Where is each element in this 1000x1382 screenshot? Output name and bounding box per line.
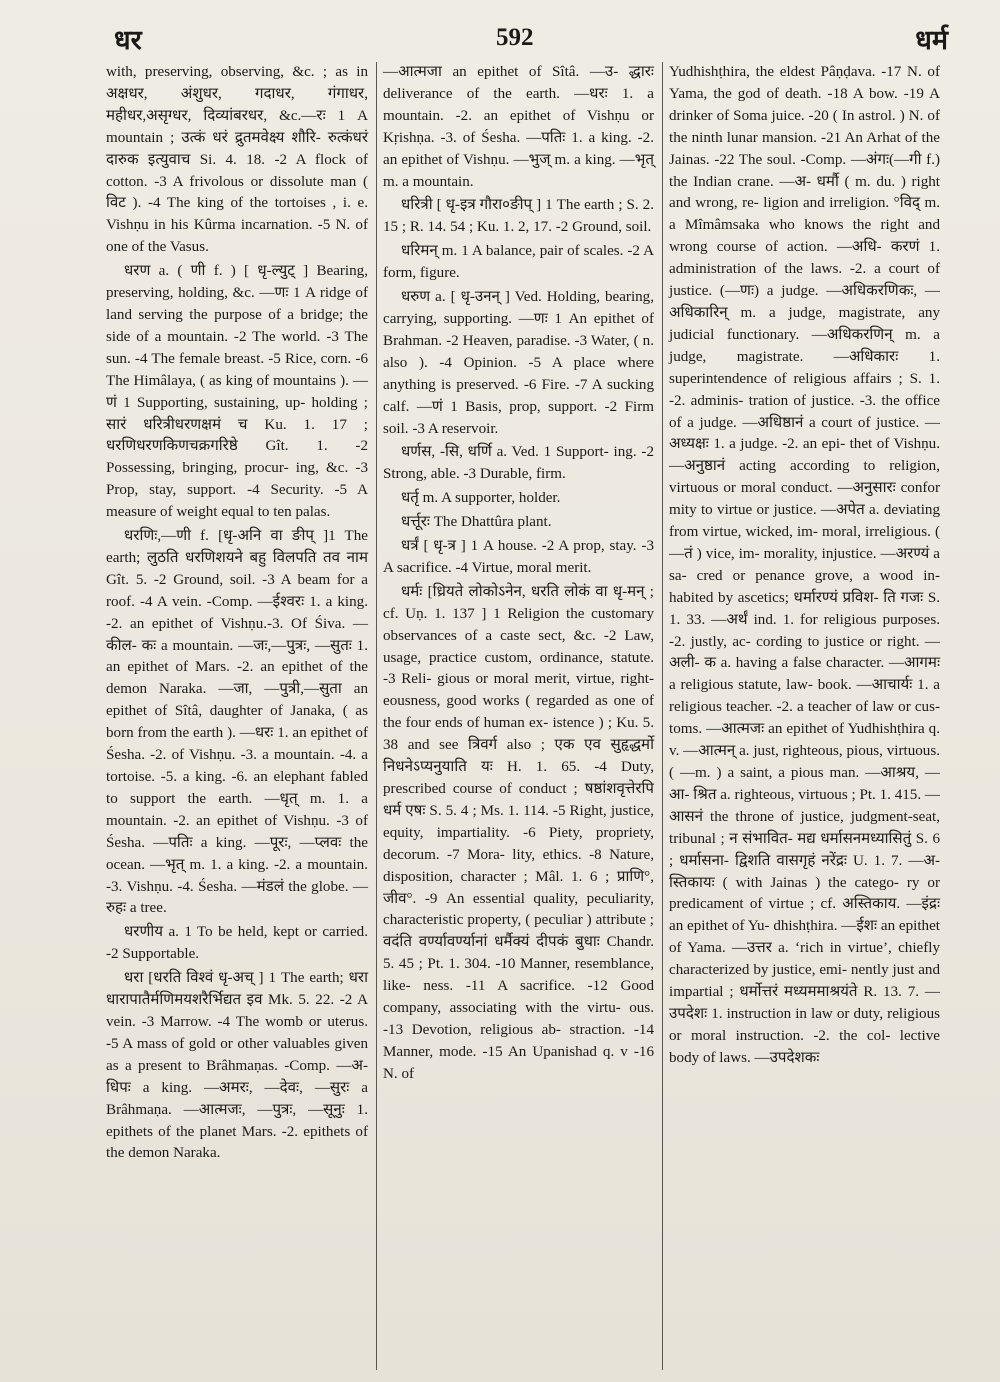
running-head (100, 14, 948, 62)
entry-dhara: धरा [धरति विश्वं धृ-अच् ] 1 The earth; धरा धारापातैर्मणिमयशरैर्भिद्यत इव Mk. 5. 22. -2 A vein. -3 Marrow. -4 The womb or uterus. -5 A mass of gold or other valuables given as a present to Brâhmaṇas. -Comp. —अ- धिपः a king. —अमरः, —देवः, —सुरः a Brâhmaṇa. —आत्मजः, —पुत्रः, —सूनुः 1. epithets of the planet Mars. -2. epithets of the demon Naraka. (106, 970, 368, 1162)
left-guide-word: धर (114, 25, 142, 56)
entry-dhartturah: धर्त्तूरः The Dhattûra plant. (401, 514, 552, 531)
text-columns (100, 62, 948, 1370)
page-number: 592 (496, 24, 534, 51)
entry-dharana: धरण a. ( णी f. ) [ धृ-ल्युट् ] Bearing, preserving, holding, &c. —णः 1 A ridge of land serving the purpose of a bridge; the side of a mountain. -2 The world. -3 The sun. -4 The female breast. -5 Rice, corn. -6 The Himâlaya, ( as king of mountains ). —णं 1 Supporting, sustaining, up- holding ; सारं धरित्रीधरणक्षमं च Ku. 1. 17 ; धरणिधरणकिणचक्रगरिष्ठे Gît. 1. -2 Possessing, bringing, procur- ing, &c. -3 Prop, stay, support. -4 Security. -5 A measure of weight equal to ten palas. (106, 263, 368, 521)
column-3 (662, 62, 948, 1370)
entry-dharuna: धरुण a. [ धृ-उनन् ] Ved. Holding, bearing, carrying, supporting. —णः 1 An epithet of Brahman. -2 Heaven, paradise. -3 Water, ( n. also ). -4 Opinion. -5 A place where anything is preserved. -6 Fire. -7 A sucking calf. —णं 1 Basis, prop, support. -2 Firm soil. -3 A reservoir. (383, 289, 654, 437)
entry-dhartram: धर्त्रं [ धृ-त्र ] 1 A house. -2 A prop, stay. -3 A sacrifice. -4 Virtue, moral merit. (383, 538, 654, 576)
entry-dharitri: धरित्री [ धृ-इत्र गौरा०ङीप् ] 1 The earth ; S. 2. 15 ; R. 14. 54 ; Ku. 1. 2, 17. -2 Ground, soil. (383, 197, 654, 236)
entry-dharmah: धर्मः [ध्रियते लोकोऽनेन, धरति लोकं वा धृ-मन् ; cf. Uṇ. 1. 137 ] 1 Religion the customary observances of a caste sect, &c. -2 Law, usage, practice custom, ordinance, statute. -3 Reli- gious or moral merit, virtue, right- eousness, good works ( regarded as one of the four ends of human ex- istence ) ; Ku. 5. 38 and see त्रिवर्ग also ; एक एव सुहृद्धर्मो निधनेऽप्यनुयाति यः H. 1. 65. -4 Duty, prescribed course of conduct ; षष्ठांशवृत्तेरपि धर्म एषः S. 5. 4 ; Ms. 1. 114. -5 Right, justice, equity, impartiality. -6 Piety, propriety, decorum. -7 Mora- lity, ethics. -8 Nature, disposition, character ; Mâl. 1. 6 ; प्राणि°, जीव°. -9 An essential quality, peculiarity, characteristic property, ( peculiar ) attribute ; वदंति वर्ण्यावर्ण्यानां धर्मैक्यं दीपकं बुधाः Chandr. 5. 45 ; Pt. 1. 304. -10 Manner, resemblance, like- ness. -11 A sacrifice. -12 Good company, associating with the virtu- ous. -13 Devotion, religious ab- straction. -14 Manner, mode. -15 An Upanishad q. v -16 N. of (383, 583, 654, 1082)
right-guide-word: धर्म (915, 25, 948, 56)
entry-dharani: धरणिः,—णी f. [धृ-अनि वा ङीप् ]1 The earth; लुठति धरणिशयने बहु विलपति तव नाम Gît. 5. -2 Ground, soil. -3 A beam for a roof. -4 A vein. -Comp. —ईश्वरः 1. a king. -2. an epithet of Vishṇu.-3. Of Śiva. —कील- कः a mountain. —जः,—पुत्रः, —सुतः 1. an epithet of Mars. -2. an epithet of the demon Naraka. —जा, —पुत्री,—सुता an epithet of Sîtâ, daughter of Janaka, ( as born from the earth ). —धरः 1. an epithet of Śesha. -2. of Vishṇu. -3. a mountain. -4. a tortoise. -5. a king. -6. an elephant fabled to support the earth. —धृत् m. 1. a mountain. -2. an epithet of Vishṇu. -3 of Śesha. —पतिः a king. —पूरः, —प्लवः the ocean. —भृत् m. 1. a king. -2. a mountain. -3. Vishṇu. -4. Śesha. —मंडलं the globe. —रुहः a tree. (106, 528, 368, 917)
column-2 (376, 62, 662, 1370)
entry-continuation-dharmah: Yudhishṭhira, the eldest Pâṇḍava. -17 N. of Yama, the god of death. -18 A bow. -19 A drinker of Soma juice. -20 ( In astrol. ) N. of the ninth lunar mansion. -21 An Arhat of the Jainas. -22 The soul. -Comp. —अंगः(—गी f.) the Indian crane. —अ- धर्मौ ( m. du. ) right and wrong, re- ligion and irreligion. °विद् m. a Mîmâmsaka who knows the right and wrong course of action. —अधि- करणं 1. administration of the laws. -2. a court of justice. (—णः) a judge. —अधिकरणिकः, —अधिकारिन् m. a judge, magistrate, any judicial functionary. —अधिकरणिन् m. a judge, magistrate. —अधिकारः 1. superintendence of religious affairs ; S. 1. -2. adminis- tration of justice. -3. the office of a judge. —अधिष्ठानं a court of justice. —अध्यक्षः 1. a judge. -2. an epi- thet of Vishṇu. —अनुष्ठानं acting according to religion, virtuous or moral conduct. —अनुसारः confor mity to virtue or justice. —अपेत a. deviating from virtue, wicked, im- moral, irreligious. ( —तं ) vice, im- morality, injustice. —अरण्यं a sa- cred or penance grove, a wood in- habited by ascetics; धर्मारण्यं प्रविश- ति गजः S. 1. 33. —अर्थं ind. 1. for religious purposes. -2. justly, ac- cording to justice or right. —अली- क a. having a false character. —आगमः a religious statute, law- book. —आचार्यः 1. a religious teacher. -2. a teacher of law or cus- toms. —आत्मजः an epithet of Yudhishṭhira q. v. —आत्मन् a. just, righteous, pious, virtuous. ( —m. ) a saint, a pious man. —आश्रय, —आ- श्रित a. righteous, virtuous ; Pt. 1. 415. —आसनं the throne of justice, judgment-seat, tribunal ; न संभावित- मद्य धर्मासनमध्यासितुं S. 6 ; धर्मासना- द्विशति वासगृहं नरेंद्रः U. 1. 7. —अ- स्तिकायः ( with Jainas ) the catego- ry or predicament of virtue ; cf. अस्तिकाय. —इंद्रः an epithet of Yu- dhishṭhira. —ईशः an epithet of Yama. —उत्तर a. ‘rich in virtue’, chiefly characterized by justice, emi- nently just and impartial ; धर्मोत्तरं मध्यममाश्रयंते R. 13. 7. —उपदेशः 1. instruction in law or duty, religious or moral instruction. -2. the col- lective body of laws. —उपदेशकः (669, 64, 940, 1066)
entry-dharnasa: धर्णस, -सि, धर्णि a. Ved. 1 Support- ing. -2 Strong, able. -3 Durable, firm. (383, 444, 654, 483)
entry-continuation-dhara: with, preserving, observing, &c. ; as in अक्षधर, अंशुधर, गदाधर, गंगाधर, महीधर,असृग्धर, दिव्यांबरधर, &c.—रः 1 A mountain ; उत्कं धरं द्रुतमवेक्ष्य शौरि- रुत्कंधरं दारुक इत्युवाच Si. 4. 18. -2 A flock of cotton. -3 A frivolous or dissolute man ( विट ). -4 The king of the tortoises , i. e. Vishṇu in his Kûrma incarnation. -5 N. of one of the Vasus. (106, 64, 368, 256)
entry-dharaniya: धरणीय a. 1 To be held, kept or carried. -2 Supportable. (106, 924, 368, 963)
entry-continuation-dhara-comp: —आत्मजा an epithet of Sîtâ. —उ- द्धारः deliverance of the earth. —धरः 1. a mountain. -2. an epithet of Vishṇu or Kṛishṇa. -3. of Śesha. —पतिः 1. a king. -2. an epithet of Vishṇu. —भुज् m. a king. —भृत् m. a mountain. (383, 64, 654, 190)
entry-dhariman: धरिमन् m. 1 A balance, pair of scales. -2 A form, figure. (383, 243, 654, 282)
entry-dhartri: धर्तृ m. A supporter, holder. (401, 490, 561, 507)
column-1 (100, 62, 376, 1370)
